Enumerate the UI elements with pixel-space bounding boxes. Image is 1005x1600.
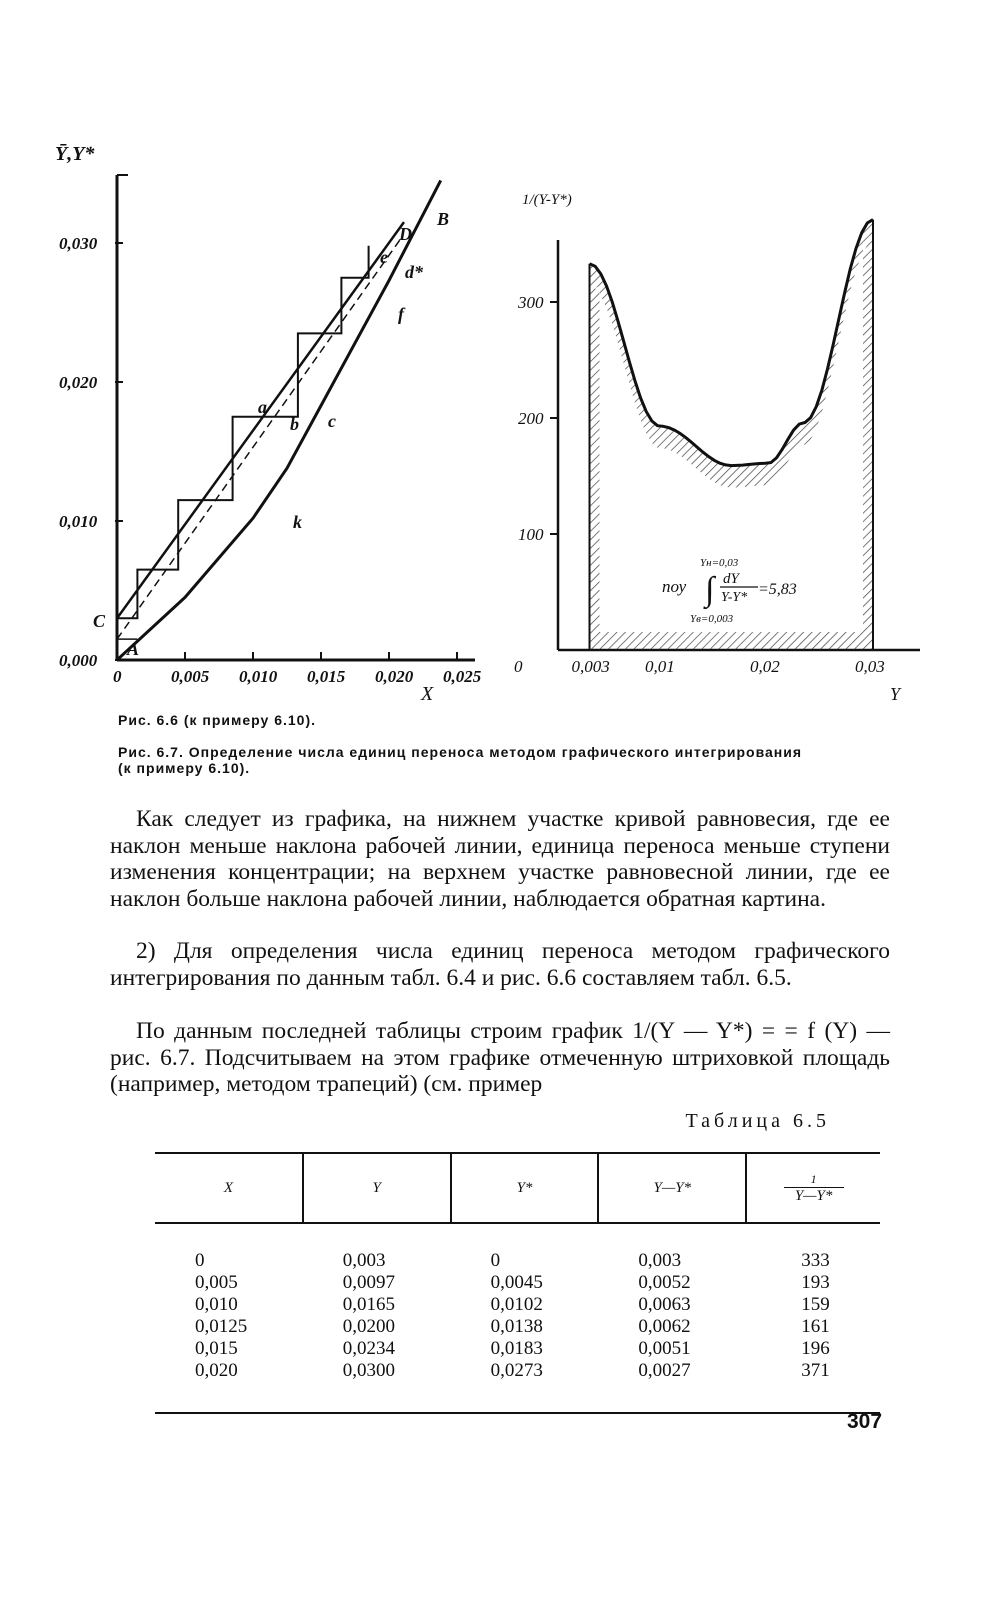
table-cell: 0,0183 <box>490 1338 543 1359</box>
point-label: A <box>127 639 140 659</box>
table-cell: 0,0125 <box>195 1316 248 1337</box>
header-x: X <box>155 1153 303 1223</box>
point-label: e <box>380 247 388 267</box>
table-cell: 0 <box>195 1250 205 1271</box>
table-cell: 0,0138 <box>490 1316 543 1337</box>
header-y-star: Y* <box>451 1153 599 1223</box>
table-cell: 0,005 <box>195 1272 238 1293</box>
table-cell: 0,0200 <box>342 1316 396 1337</box>
point-label: D <box>399 224 412 244</box>
figure-6-6 <box>55 130 495 710</box>
caption-fig-6-6: Рис. 6.6 (к примеру 6.10). <box>118 712 317 728</box>
table-row <box>155 1294 880 1316</box>
table-header-row <box>155 1153 880 1223</box>
figure-6-6-chart <box>55 130 495 710</box>
header-y: Y <box>303 1153 451 1223</box>
step-lines <box>117 246 369 619</box>
figure-6-7 <box>500 180 960 710</box>
table-row <box>155 1316 880 1338</box>
x-tick-label: 0 <box>113 667 122 686</box>
table-row <box>155 1272 880 1294</box>
data-table <box>155 1152 880 1414</box>
x-tick-label: 0,010 <box>239 667 278 686</box>
point-label: B <box>437 209 450 229</box>
table-cell: 0,0062 <box>638 1316 691 1337</box>
table-cell: 0,0300 <box>303 1360 451 1413</box>
table-cell: 0,0165 <box>342 1294 396 1315</box>
table-row <box>155 1338 880 1360</box>
x-tick-label: 0,005 <box>171 667 210 686</box>
point-label: b <box>290 414 299 434</box>
table-cell: 0,0097 <box>342 1272 396 1293</box>
point-label: C <box>93 611 106 631</box>
y-axis-label: 1/(Y-Y*) <box>522 192 572 208</box>
point-label: c <box>328 411 336 431</box>
paragraph-3: По данным последней таблицы строим график 1/(Y — Y*) = = f (Y) — рис. 6.7. Подсчитываем на этом графике отмеченную штриховкой площадь (например, методом трапеций) (см. пример <box>110 1018 890 1097</box>
x-tick-label: 0,01 <box>645 657 675 676</box>
x-tick-label: 0,025 <box>443 667 482 686</box>
header-reciprocal-denominator: Y—Y* <box>794 1187 833 1204</box>
table-cell: 196 <box>801 1338 830 1359</box>
y-tick-label: 0,010 <box>59 512 98 531</box>
x-tick-label: 0,003 <box>571 657 610 676</box>
integral-numerator: dY <box>723 571 739 587</box>
integral-lower-limit: Yв=0,003 <box>690 613 734 625</box>
table-cell: 0,0102 <box>490 1294 543 1315</box>
dashed-line <box>117 236 403 639</box>
x-axis-label: Y <box>890 684 901 704</box>
table-cell: 0,0045 <box>490 1272 543 1293</box>
y-tick-label: 0,000 <box>59 651 98 670</box>
integral-upper-limit: Yн=0,03 <box>700 557 739 569</box>
table-cell: 0,003 <box>342 1250 386 1271</box>
table-cell: 0,020 <box>155 1360 303 1413</box>
table-cell: 159 <box>801 1294 830 1315</box>
table-cell: 0,0063 <box>638 1294 691 1315</box>
table-cell: 0,0234 <box>342 1338 396 1359</box>
integral-result: =5,83 <box>758 581 797 598</box>
integral-sign: ∫ <box>705 571 715 608</box>
table-cell: 371 <box>746 1360 880 1413</box>
table-cell: 0,0273 <box>451 1360 599 1413</box>
y-tick-label: 300 <box>518 293 544 312</box>
x-tick-label: 0,020 <box>375 667 414 686</box>
header-reciprocal-numerator: 1 <box>784 1172 844 1188</box>
integral-lhs: nоу <box>662 577 687 596</box>
point-label: d* <box>405 262 423 282</box>
equilibrium-curve <box>117 180 441 660</box>
x-tick-label: 0,015 <box>307 667 346 686</box>
header-y-minus-y-star: Y—Y* <box>598 1153 746 1223</box>
table-cell: 333 <box>801 1250 830 1271</box>
caption-fig-6-7-line1: Рис. 6.7. Определение числа единиц переноса методом графического интегрирования <box>118 744 803 760</box>
table-cell: 161 <box>801 1316 830 1337</box>
x-tick-label: 0,03 <box>855 657 885 676</box>
paragraph-1: Как следует из графика, на нижнем участке кривой равновесия, где ее наклон меньше наклона рабочей линии, единица переноса меньше ступени изменения концентрации; на верхнем участке равновесной линии, где ее наклон больше наклона рабочей линии, наблюдается обратная картина. <box>110 806 890 912</box>
table-cell: 0,003 <box>638 1250 682 1271</box>
table-row <box>155 1223 880 1272</box>
x-tick-label: 0 <box>514 657 523 676</box>
y-tick-label: 0,030 <box>59 234 98 253</box>
y-tick-label: 200 <box>518 409 544 428</box>
y-axis-label: Ȳ,Y* <box>55 143 95 165</box>
y-tick-label: 100 <box>518 525 544 544</box>
table-cell: 0,010 <box>195 1294 238 1315</box>
point-label: k <box>293 512 302 532</box>
table-cell: 0 <box>490 1250 501 1271</box>
table-title: Таблица 6.5 <box>685 1110 830 1132</box>
table-cell: 0,0052 <box>638 1272 691 1293</box>
point-label: f <box>398 304 404 324</box>
figure-6-7-chart <box>500 180 960 710</box>
integral-denominator: Y-Y* <box>721 590 748 605</box>
table-cell: 193 <box>801 1272 830 1293</box>
page-number: 307 <box>847 1410 883 1433</box>
y-tick-label: 0,020 <box>59 373 98 392</box>
table-cell: 0,015 <box>195 1338 238 1359</box>
paragraph-2: 2) Для определения числа единиц переноса методом графического интегрирования по данным табл. 6.4 и рис. 6.6 составляем табл. 6.5. <box>110 938 890 991</box>
working-line <box>117 222 404 618</box>
point-label: a <box>258 397 267 417</box>
table-cell: 0,0027 <box>598 1360 746 1413</box>
caption-fig-6-7 <box>118 744 918 776</box>
caption-fig-6-7-line2: (к примеру 6.10). <box>118 760 251 776</box>
x-axis-label: X <box>421 683 434 705</box>
table-row <box>155 1360 880 1413</box>
x-tick-label: 0,02 <box>750 657 780 676</box>
table-cell: 0,0051 <box>638 1338 691 1359</box>
header-reciprocal <box>746 1153 880 1223</box>
